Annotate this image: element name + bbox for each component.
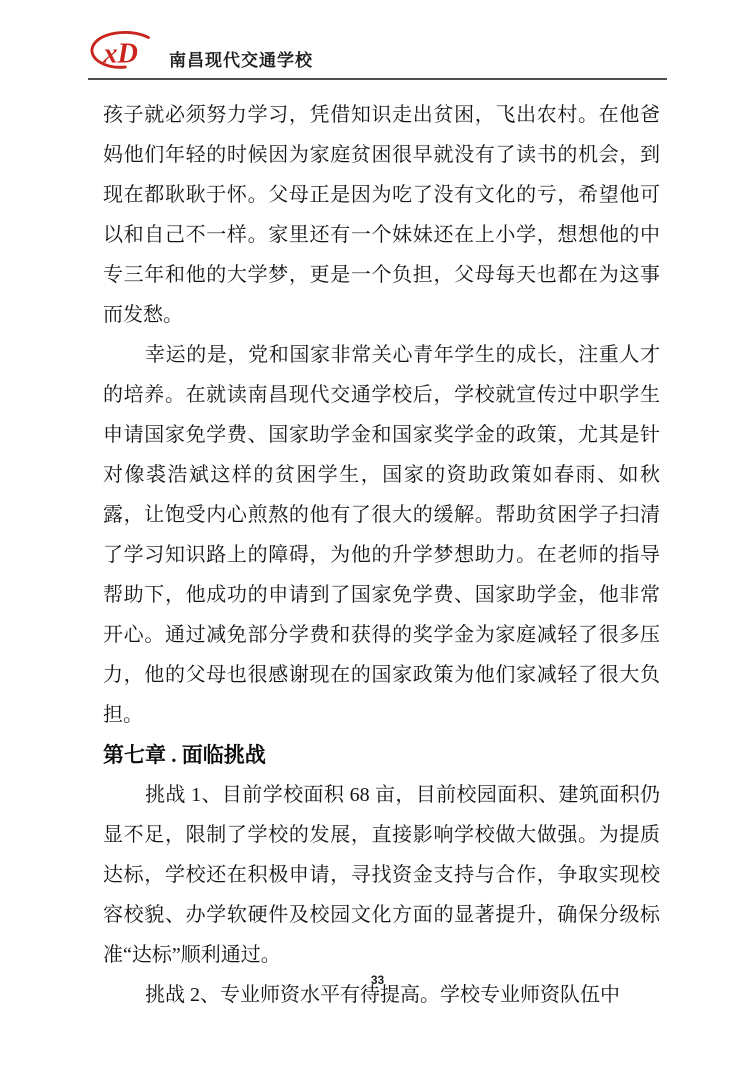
paragraph-student-hardship: 孩子就必须努力学习，凭借知识走出贫困，飞出农村。在他爸妈他们年轻的时候因为家庭贫困很早就没有了读书的机会，到现在都耿耿于怀。父母正是因为吃了没有文化的亏，希望他可以和自己不一样。家里还有一个妹妹还在上小学，想想他的中专三年和他的大学梦，更是一个负担，父母每天也都在为这事而发愁。 [103,104,660,326]
header-divider [88,78,667,80]
page-header [88,28,313,74]
paragraph-challenge-2: 挑战 2、专业师资水平有待提高。学校专业师资队伍中 [145,984,620,1006]
school-name: 南昌现代交通学校 [169,51,313,70]
paragraph-state-aid: 幸运的是，党和国家非常关心青年学生的成长，注重人才的培养。在就读南昌现代交通学校后，学校就宣传过中职学生申请国家免学费、国家助学金和国家奖学金的政策，尤其是针对像裘浩斌这样的贫困学生，国家的资助政策如春雨、如秋露，让饱受内心煎熬的他有了很大的缓解。帮助贫困学子扫清了学习知识路上的障碍，为他的升学梦想助力。在老师的指导帮助下，他成功的申请到了国家免学费、国家助学金，他非常开心。通过减免部分学费和获得的奖学金为家庭减轻了很多压力，他的父母也很感谢现在的国家政策为他们家减轻了很大负担。 [103,344,660,726]
paragraph-challenge-1: 挑战 1、目前学校面积 68 亩，目前校园面积、建筑面积仍显不足，限制了学校的发展，直接影响学校做大做强。为提质达标，学校还在积极申请，寻找资金支持与合作，争取实现校容校貌、办学软硬件及校园文化方面的显著提升，确保分级标准“达标”顺利通过。 [103,784,660,966]
logo-text: xD [103,38,138,70]
chapter-heading: 第七章 . 面临挑战 [103,743,266,767]
school-logo-icon [88,28,160,74]
document-body [103,95,660,1015]
page-number: 33 [370,973,385,987]
